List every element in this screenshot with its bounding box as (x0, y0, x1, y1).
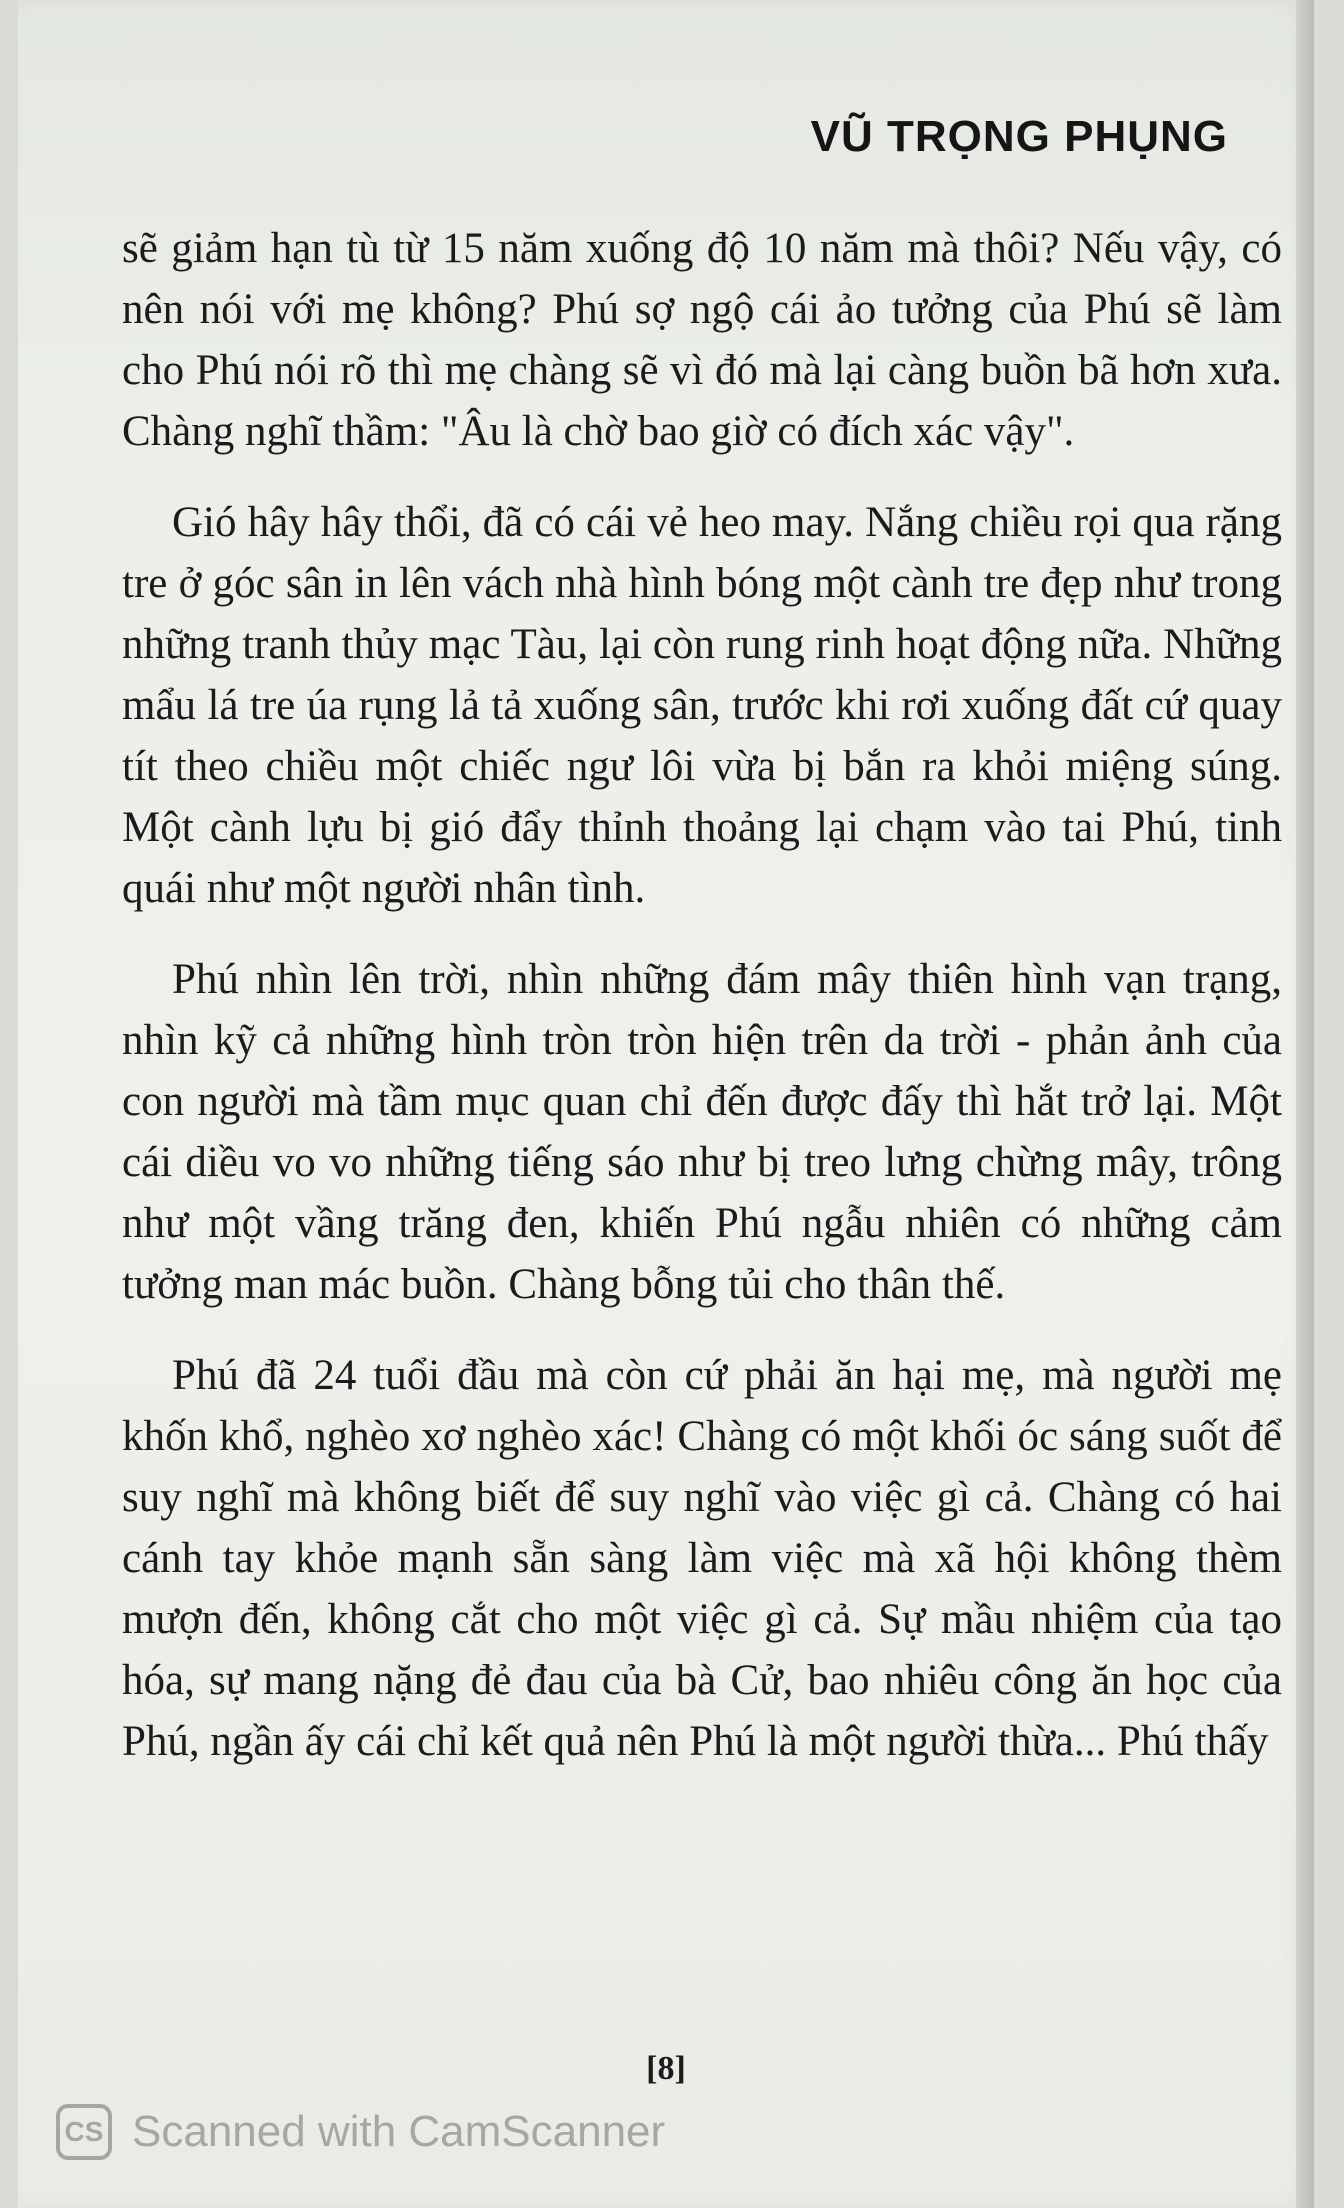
page-edge (1296, 0, 1314, 2208)
paragraph: Phú đã 24 tuổi đầu mà còn cứ phải ăn hại mẹ, mà người mẹ khốn khổ, nghèo xơ nghèo xác! Chàng có một khối óc sáng suốt để suy nghĩ mà không biết để suy nghĩ vào việc gì cả. Chàng có hai cánh tay khỏe mạnh sẵn sàng làm việc mà xã hội không thèm mượn đến, không cắt cho một việc gì cả. Sự mầu nhiệm của tạo hóa, sự mang nặng đẻ đau của bà Cử, bao nhiêu công ăn học của Phú, ngần ấy cái chỉ kết quả nên Phú là một người thừa... Phú thấy (122, 1352, 1282, 1765)
book-page (18, 0, 1314, 2208)
paragraph: Phú nhìn lên trời, nhìn những đám mây thiên hình vạn trạng, nhìn kỹ cả những hình tròn tròn hiện trên da trời - phản ảnh của con người mà tầm mục quan chỉ đến được đấy thì hắt trở lại. Một cái diều vo vo những tiếng sáo như bị treo lưng chừng mây, trông như một vầng trăng đen, khiến Phú ngẫu nhiên có những cảm tưởng man mác buồn. Chàng bỗng tủi cho thân thế. (122, 956, 1282, 1308)
watermark-text: Scanned with CamScanner (132, 2107, 666, 2156)
camscanner-watermark (56, 2104, 665, 2160)
body-text (122, 218, 1282, 1802)
paragraph: sẽ giảm hạn tù từ 15 năm xuống độ 10 năm mà thôi? Nếu vậy, có nên nói với mẹ không? Phú sợ ngộ cái ảo tưởng của Phú sẽ làm cho Phú nói rõ thì mẹ chàng sẽ vì đó mà lại càng buồn bã hơn xưa. Chàng nghĩ thầm: "Âu là chờ bao giờ có đích xác vậy". (122, 225, 1282, 455)
camscanner-logo-icon: CS (56, 2104, 112, 2160)
running-header: VŨ TRỌNG PHỤNG (810, 112, 1228, 161)
page-number: [8] (646, 2050, 686, 2087)
paragraph: Gió hây hây thổi, đã có cái vẻ heo may. Nắng chiều rọi qua rặng tre ở góc sân in lên vách nhà hình bóng một cành tre đẹp như trong những tranh thủy mạc Tàu, lại còn rung rinh hoạt động nữa. Những mẩu lá tre úa rụng lả tả xuống sân, trước khi rơi xuống đất cứ quay tít theo chiều một chiếc ngư lôi vừa bị bắn ra khỏi miệng súng. Một cành lựu bị gió đẩy thỉnh thoảng lại chạm vào tai Phú, tinh quái như một người nhân tình. (122, 499, 1282, 912)
